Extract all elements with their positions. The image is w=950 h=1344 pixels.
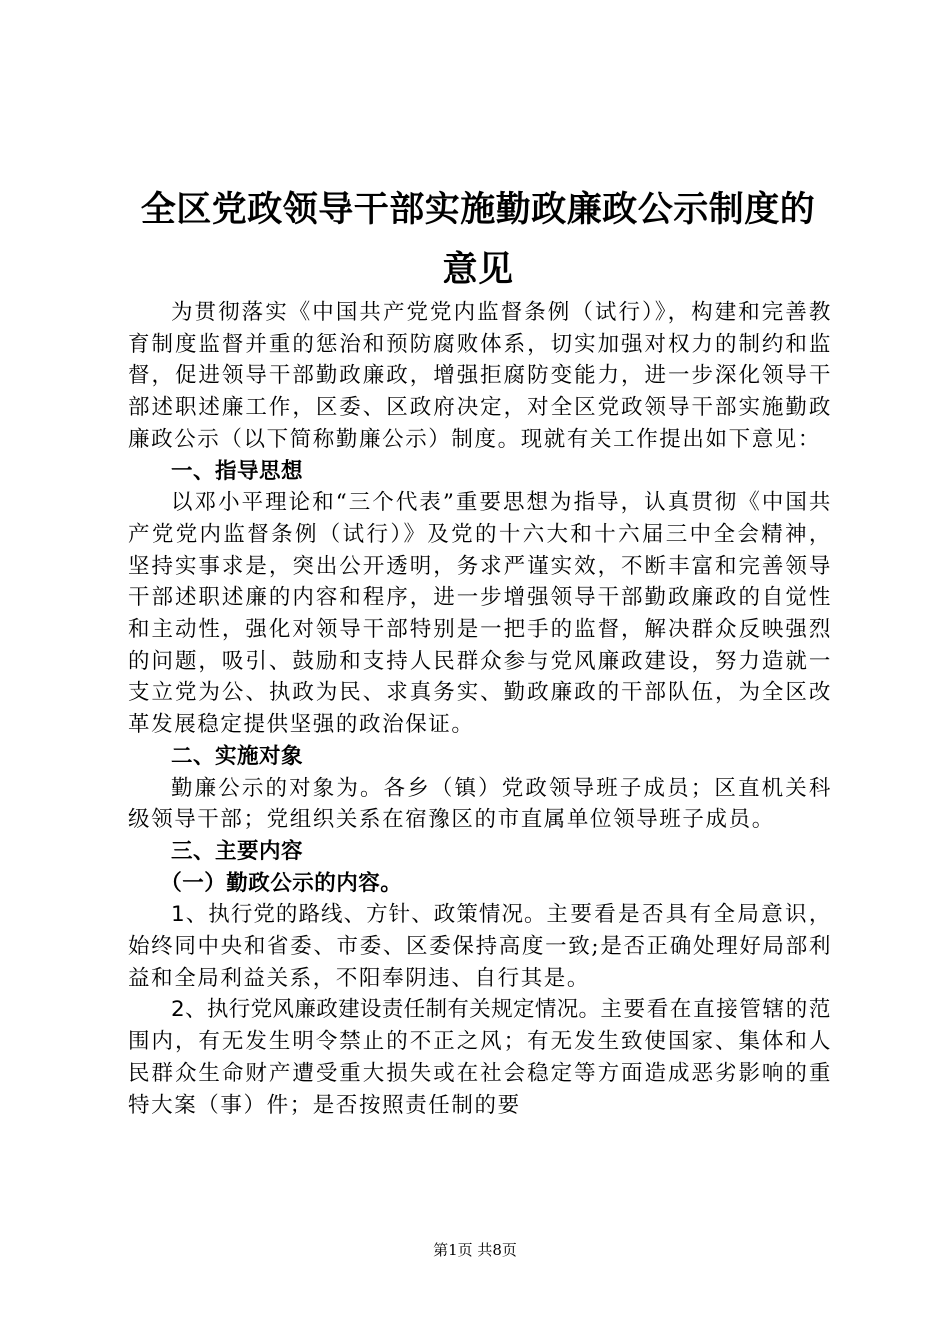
list-item [128,994,832,1121]
section-paragraph-guiding-thought: 以邓小平理论和“三个代表”重要思想为指导，认真贯彻《中国共产党党内监督条例（试行）》及党的十六大和十六届三中全会精神，坚持实事求是，突出公开透明，务求严谨实效，不断丰富和完善领导干部述职述廉的内容和程序，进一步增强领导干部勤政廉政的自觉性和主动性，强化对领导干部特别是一把手的监督，解决群众反映强烈的问题，吸引、鼓励和支持人民群众参与党风廉政建设，努力造就一支立党为公、执政为民、求真务实、勤政廉政的干部队伍，为全区改革发展稳定提供坚强的政治保证。 [128,490,832,738]
item-lead-policy: 1、执行党的路线、方针、政策情况。 [171,902,547,928]
document-body [128,297,832,1121]
item-text-policy: 主要看是否具有全局意识，始终同中央和省委、市委、区委保持高度一致;是否正确处理好局部利益和全局利益关系，不阳奉阴违、自行其是。 [128,902,833,991]
section-paragraph-targets: 勤廉公示的对象为。各乡（镇）党政领导班子成员；区直机关科级领导干部；党组织关系在宿豫区的市直属单位领导班子成员。 [128,775,832,833]
section-heading-main-content: 三、主要内容 [171,838,304,864]
section-heading-targets: 二、实施对象 [171,743,304,769]
item-text-responsibility: 主要看在直接管辖的范围内，有无发生明令禁止的不正之风；有无发生致使国家、集体和人民群众生命财产遭受重大损失或在社会稳定等方面造成恶劣影响的重特大案（事）件；是否按照责任制的要 [128,997,832,1118]
page-number: 第1页 共8页 [433,1241,517,1259]
list-item [128,899,832,994]
section-heading-guiding-thought: 一、指导思想 [171,458,304,484]
document-title: 全区党政领导干部实施勤政廉政公示制度的意见 [140,189,816,290]
subsection-heading-diligence: （一）勤政公示的内容。 [160,870,403,896]
item-lead-responsibility: 2、执行党风廉政建设责任制有关规定情况。 [171,997,601,1023]
intro-paragraph: 为贯彻落实《中国共产党党内监督条例（试行）》，构建和完善教育制度监督并重的惩治和预防腐败体系，切实加强对权力的制约和监督，促进领导干部勤政廉政，增强拒腐防变能力，进一步深化领导干部述职述廉工作，区委、区政府决定，对全区党政领导干部实施勤政廉政公示（以下简称勤廉公示）制度。现就有关工作提出如下意见： [128,300,832,452]
